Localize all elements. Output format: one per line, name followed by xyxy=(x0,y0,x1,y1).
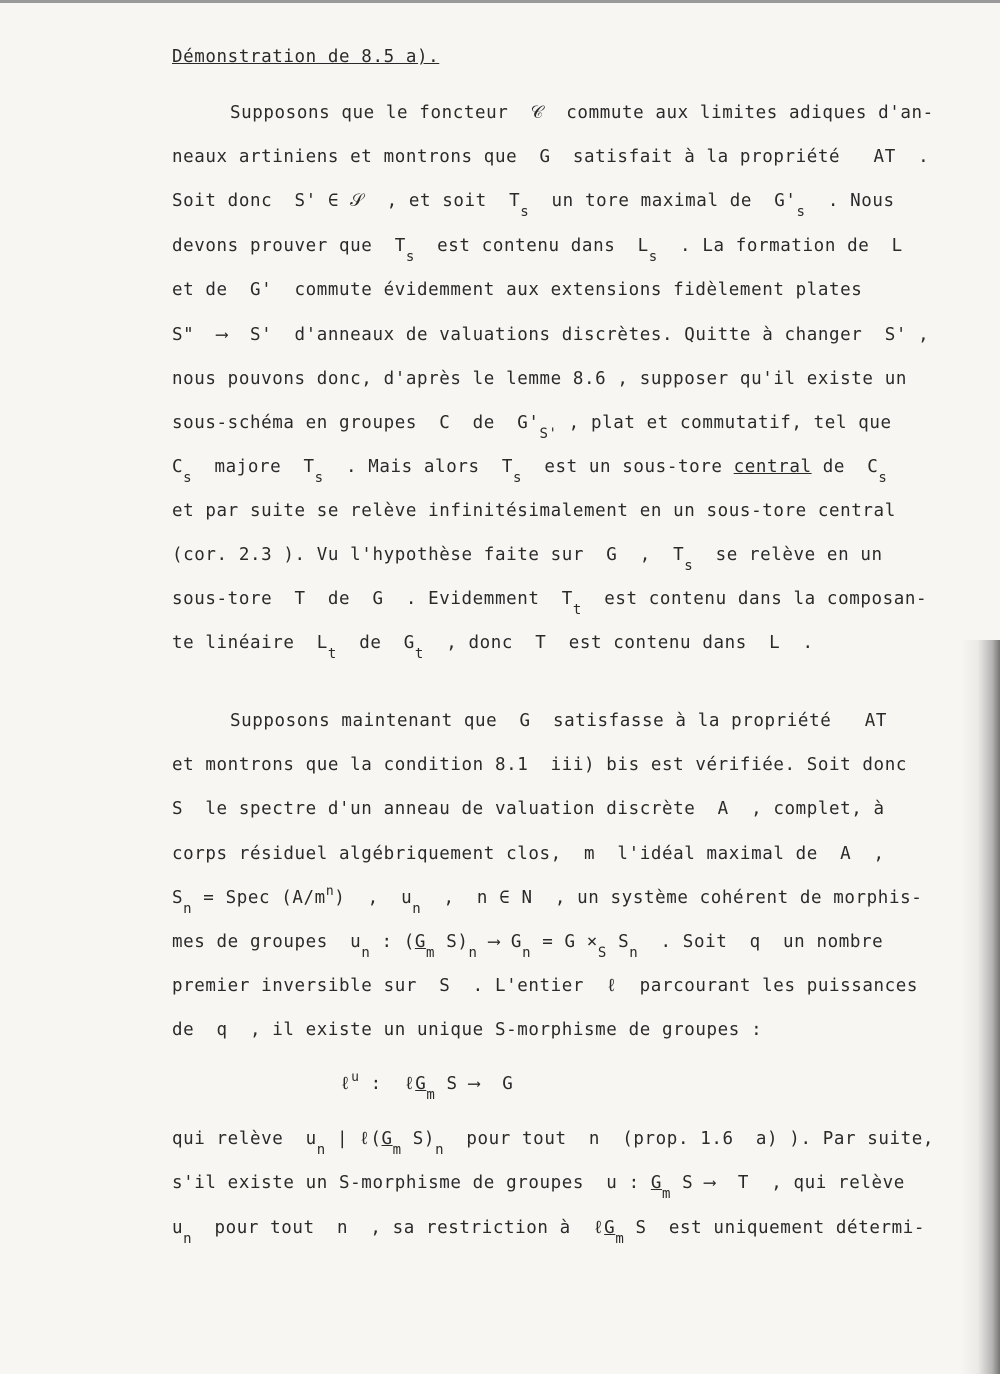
text-line: qui relève $u_n$ | $\ell(G_m$ $S)_n$ pour tout n (prop. 1.6 a) ). Par suite, xyxy=(172,1129,935,1158)
text-line: et de G' commute évidemment aux extensions fidèlement plates xyxy=(172,280,863,300)
text-line: corps résiduel algébriquement clos, m l'idéal maximal de A , xyxy=(172,844,885,864)
text-line: sous-tore T de G . Evidemment $T_t$ est contenu dans la composan- xyxy=(172,589,928,618)
heading: Démonstration de 8.5 a). xyxy=(172,47,440,67)
text-line: nous pouvons donc, d'après le lemme 8.6 , supposer qu'il existe un xyxy=(172,369,907,389)
display-formula: ℓ$^u$ : ℓG$_m$ S ⟶ G xyxy=(340,1070,514,1103)
text-line: te linéaire $L_t$ de $G_t$ , donc T est contenu dans L . xyxy=(172,633,814,662)
text-line: s'il existe un S-morphisme de groupes u : $G_m$ S ⟶ T , qui relève xyxy=(172,1173,905,1202)
text-line: $u_n$ pour tout n , sa restriction à ℓG$_m$ S est uniquement détermi- xyxy=(172,1218,926,1247)
page-top-edge xyxy=(0,0,1000,3)
text-line: S le spectre d'un anneau de valuation discrète A , complet, à xyxy=(172,799,885,819)
text-line: et par suite se relève infinitésimalement en un sous-tore central xyxy=(172,501,896,521)
text-line: premier inversible sur S . L'entier ℓ parcourant les puissances xyxy=(172,976,919,996)
text-line: Supposons que le foncteur 𝒞 commute aux limites adiques d'an- xyxy=(230,103,934,123)
text-line: devons prouver que $T_s$ est contenu dans $L_s$ . La formation de L xyxy=(172,236,903,265)
text-line: et montrons que la condition 8.1 iii) bis est vérifiée. Soit donc xyxy=(172,755,907,775)
scan-shadow xyxy=(960,640,1000,1374)
text-line: Soit donc S' ∈ 𝒮 , et soit $T_s$ un tore maximal de $G'_s$ . Nous xyxy=(172,191,895,220)
text-line: de q , il existe un unique S-morphisme de groupes : xyxy=(172,1020,763,1040)
text-line: (cor. 2.3 ). Vu l'hypothèse faite sur G , $T_s$ se relève en un xyxy=(172,545,883,574)
text-line: Supposons maintenant que G satisfasse à la propriété AT xyxy=(230,711,888,731)
text-line: mes de groupes $u_n$ : ($G_m$ $S)_n$ ⟶ $G_n = G \times_S$ $S_n$ . Soit q un nombre xyxy=(172,932,884,961)
text-line: S" ⟶ S' d'anneaux de valuations discrètes. Quitte à changer S' , xyxy=(172,325,930,345)
text-line: $S_n$ = Spec $(A/m^n)$ , $u_n$ , n ∈ N , un système cohérent de morphis- xyxy=(172,884,923,917)
text-line: sous-schéma en groupes C de $G'_{S'}$ , plat et commutatif, tel que xyxy=(172,413,892,442)
text-line: neaux artiniens et montrons que G satisfait à la propriété AT . xyxy=(172,147,930,167)
text-line: $C_s$ majore $T_s$ . Mais alors $T_s$ est un sous-tore central de $C_s$ xyxy=(172,457,888,486)
